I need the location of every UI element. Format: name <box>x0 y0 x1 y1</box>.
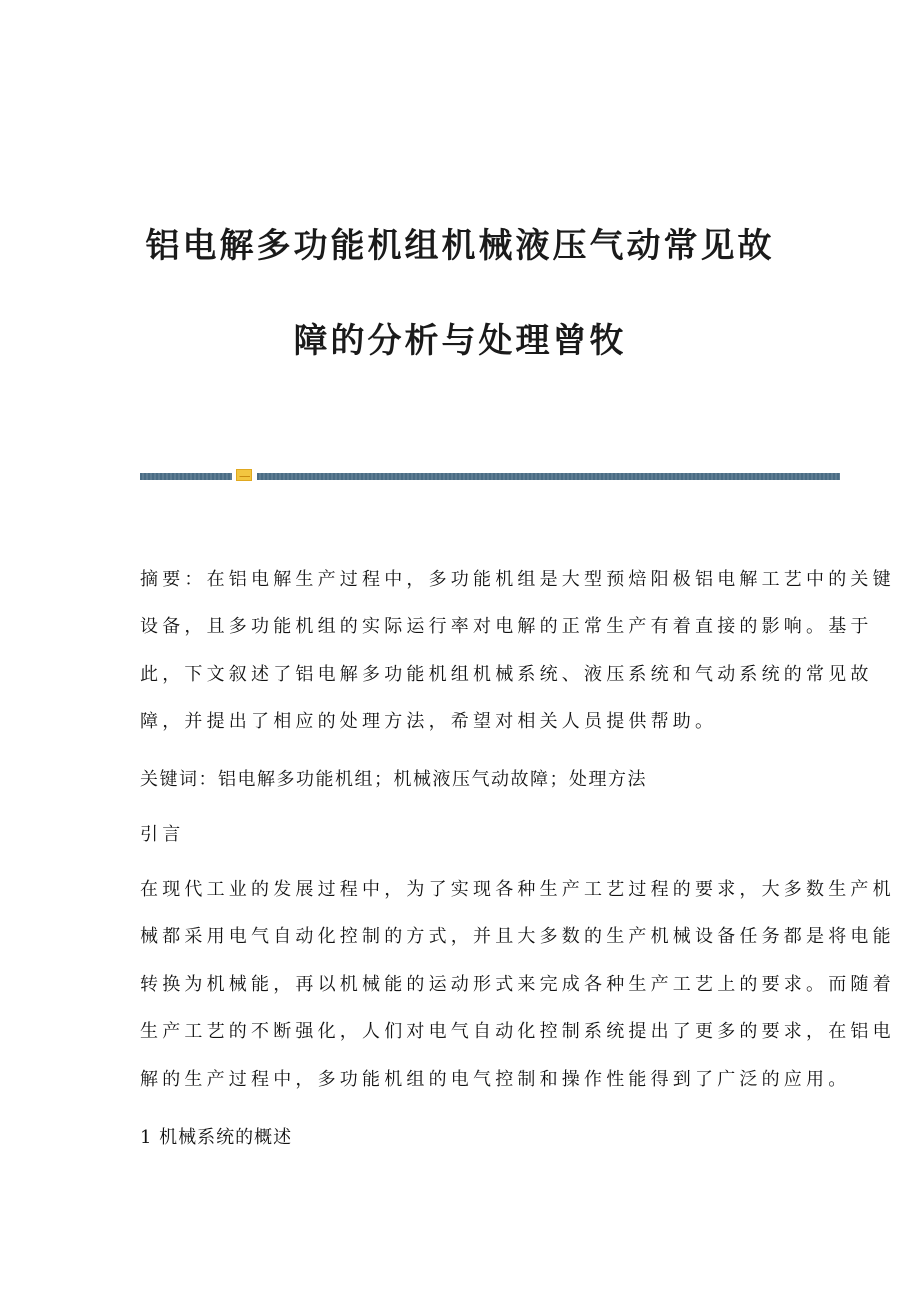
intro-line: 械都采用电气自动化控制的方式，并且大多数的生产机械设备任务都是将电能 <box>140 926 895 947</box>
divider-bar-right <box>257 473 840 480</box>
keywords: 关键词：铝电解多功能机组；机械液压气动故障；处理方法 <box>140 769 647 790</box>
intro-line: 生产工艺的不断强化，人们对电气自动化控制系统提出了更多的要求，在铝电 <box>140 1021 895 1042</box>
intro-heading: 引言 <box>140 824 185 845</box>
abstract-line: 摘要：在铝电解生产过程中，多功能机组是大型预焙阳极铝电解工艺中的关键 <box>140 569 895 590</box>
abstract-line: 此，下文叙述了铝电解多功能机组机械系统、液压系统和气动系统的常见故 <box>140 664 873 685</box>
abstract-line: 设备，且多功能机组的实际运行率对电解的正常生产有着直接的影响。基于 <box>140 616 873 637</box>
section-heading: 1 机械系统的概述 <box>140 1127 293 1148</box>
envelope-icon <box>236 469 252 481</box>
intro-line: 转换为机械能，再以机械能的运动形式来完成各种生产工艺上的要求。而随着 <box>140 974 895 995</box>
intro-line: 在现代工业的发展过程中，为了实现各种生产工艺过程的要求，大多数生产机 <box>140 879 895 900</box>
abstract-line: 障，并提出了相应的处理方法，希望对相关人员提供帮助。 <box>140 711 718 732</box>
divider-bar-left <box>140 473 232 480</box>
document-title-line-1: 铝电解多功能机组机械液压气动常见故 <box>145 226 775 266</box>
document-title-line-2: 障的分析与处理曾牧 <box>293 321 627 361</box>
intro-line: 解的生产过程中，多功能机组的电气控制和操作性能得到了广泛的应用。 <box>140 1069 851 1090</box>
